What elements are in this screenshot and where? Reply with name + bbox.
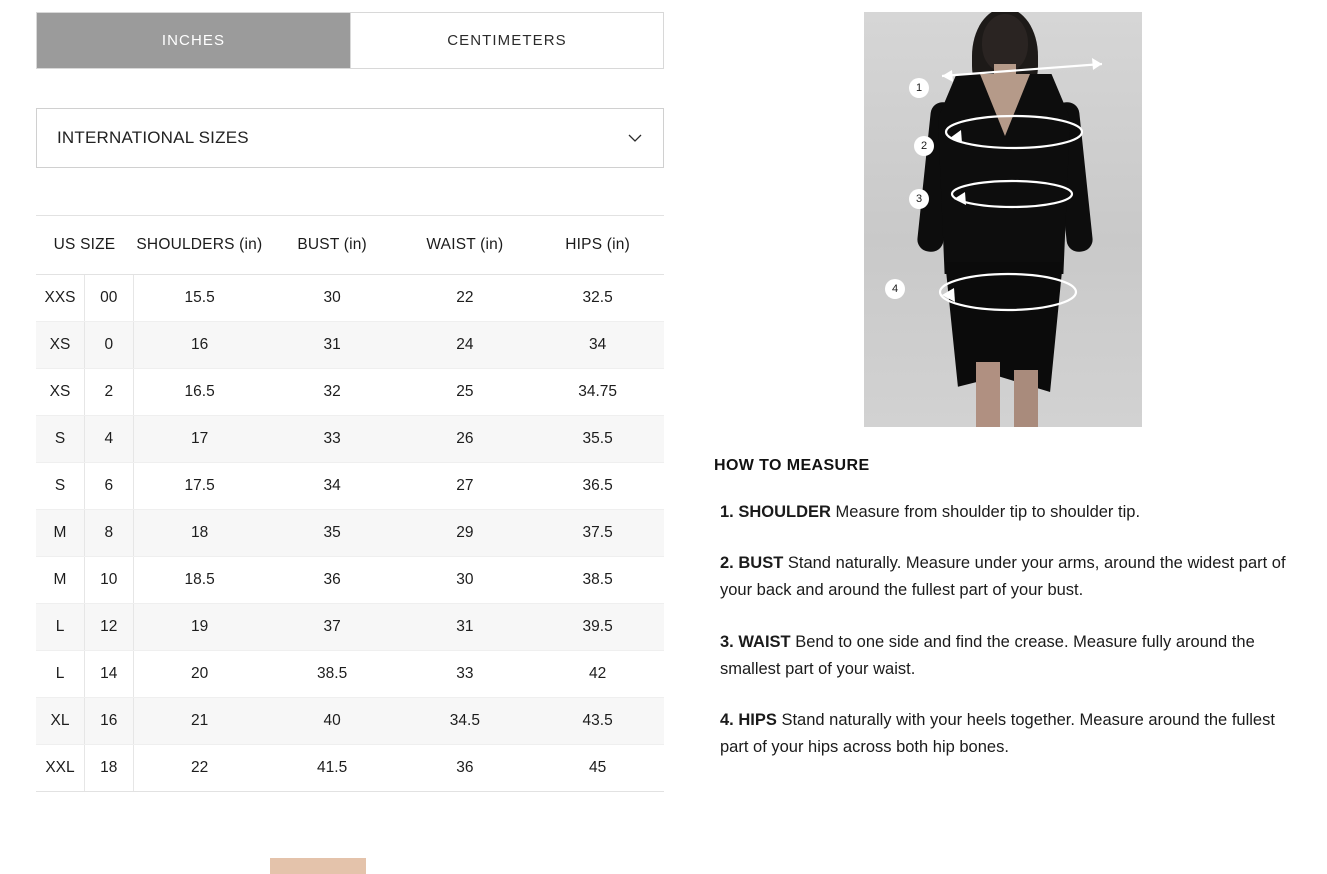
- cell-shoulders: 17: [133, 416, 266, 463]
- size-table-body: [36, 275, 664, 792]
- callout-1: 1: [909, 78, 929, 98]
- cell-hips: 38.5: [531, 557, 664, 604]
- cell-shoulders: 18.5: [133, 557, 266, 604]
- table-row: [36, 745, 664, 792]
- cell-bust: 35: [266, 510, 399, 557]
- page-bottom-image-peek: [270, 858, 366, 874]
- cell-size-letter: XS: [36, 369, 85, 416]
- table-header-row: [36, 216, 664, 275]
- tab-centimeters[interactable]: [350, 13, 663, 68]
- cell-size-letter: XS: [36, 322, 85, 369]
- step-3-number: 3.: [720, 632, 734, 651]
- cell-size-letter: L: [36, 604, 85, 651]
- cell-hips: 34: [531, 322, 664, 369]
- table-row: [36, 369, 664, 416]
- cell-waist: 33: [399, 651, 532, 698]
- cell-waist: 24: [399, 322, 532, 369]
- col-us-size: US SIZE: [36, 216, 133, 275]
- step-2-text: Stand naturally. Measure under your arms, around the widest part of your back and around the fullest part of your bust.: [720, 554, 1286, 600]
- cell-bust: 32: [266, 369, 399, 416]
- step-4-term: HIPS: [738, 711, 777, 730]
- cell-size-number: 14: [85, 651, 134, 698]
- cell-size-letter: XXL: [36, 745, 85, 792]
- cell-size-letter: M: [36, 557, 85, 604]
- cell-hips: 34.75: [531, 369, 664, 416]
- cell-hips: 45: [531, 745, 664, 792]
- how-to-measure-title: HOW TO MEASURE: [714, 457, 870, 474]
- step-3-text: Bend to one side and find the crease. Measure fully around the smallest part of your waist.: [720, 632, 1255, 678]
- step-1-term: SHOULDER: [738, 503, 831, 521]
- cell-shoulders: 15.5: [133, 275, 266, 322]
- cell-hips: 36.5: [531, 463, 664, 510]
- cell-size-number: 4: [85, 416, 134, 463]
- tab-centimeters-label: CENTIMETERS: [447, 32, 567, 49]
- tab-inches-label: INCHES: [161, 32, 226, 49]
- cell-waist: 26: [399, 416, 532, 463]
- model-measurement-image: [864, 12, 1142, 427]
- callout-4: 4: [885, 279, 905, 299]
- cell-hips: 42: [531, 651, 664, 698]
- cell-size-letter: S: [36, 416, 85, 463]
- step-4-text: Stand naturally with your heels together. Measure around the fullest part of your hips across both hip bones.: [720, 711, 1275, 757]
- cell-hips: 43.5: [531, 698, 664, 745]
- col-waist: WAIST (in): [399, 216, 532, 275]
- cell-size-number: 16: [85, 698, 134, 745]
- cell-bust: 30: [266, 275, 399, 322]
- measure-step-shoulder: [714, 499, 1294, 526]
- tab-inches[interactable]: [37, 13, 350, 68]
- cell-shoulders: 17.5: [133, 463, 266, 510]
- col-bust: BUST (in): [266, 216, 399, 275]
- cell-waist: 22: [399, 275, 532, 322]
- table-row: [36, 557, 664, 604]
- cell-shoulders: 20: [133, 651, 266, 698]
- cell-size-letter: M: [36, 510, 85, 557]
- cell-shoulders: 16.5: [133, 369, 266, 416]
- cell-shoulders: 19: [133, 604, 266, 651]
- cell-waist: 34.5: [399, 698, 532, 745]
- cell-bust: 40: [266, 698, 399, 745]
- unit-tabs: [36, 12, 664, 69]
- size-chart-panel: [36, 12, 664, 792]
- step-4-number: 4.: [720, 711, 734, 730]
- measure-guide-panel: [714, 12, 1294, 762]
- cell-size-letter: XL: [36, 698, 85, 745]
- cell-waist: 31: [399, 604, 532, 651]
- table-row: [36, 651, 664, 698]
- cell-bust: 36: [266, 557, 399, 604]
- cell-size-number: 2: [85, 369, 134, 416]
- cell-bust: 31: [266, 322, 399, 369]
- chevron-down-icon: [627, 130, 643, 146]
- cell-waist: 27: [399, 463, 532, 510]
- cell-waist: 29: [399, 510, 532, 557]
- cell-bust: 33: [266, 416, 399, 463]
- cell-waist: 36: [399, 745, 532, 792]
- cell-waist: 25: [399, 369, 532, 416]
- measure-step-hips: [714, 707, 1294, 761]
- step-1-text: Measure from shoulder tip to shoulder tip.: [830, 503, 1141, 521]
- cell-size-number: 12: [85, 604, 134, 651]
- col-shoulders: SHOULDERS (in): [133, 216, 266, 275]
- measure-step-waist: [714, 629, 1294, 683]
- cell-shoulders: 22: [133, 745, 266, 792]
- step-1-number: 1.: [720, 503, 734, 521]
- cell-size-letter: XXS: [36, 275, 85, 322]
- cell-size-number: 6: [85, 463, 134, 510]
- measure-step-bust: [714, 550, 1294, 604]
- table-row: [36, 698, 664, 745]
- cell-bust: 38.5: [266, 651, 399, 698]
- cell-size-number: 10: [85, 557, 134, 604]
- cell-bust: 34: [266, 463, 399, 510]
- col-hips: HIPS (in): [531, 216, 664, 275]
- measurement-arrows-overlay: [864, 12, 1142, 427]
- cell-size-number: 18: [85, 745, 134, 792]
- cell-size-number: 00: [85, 275, 134, 322]
- cell-hips: 35.5: [531, 416, 664, 463]
- table-row: [36, 275, 664, 322]
- size-system-value: INTERNATIONAL SIZES: [57, 128, 249, 147]
- cell-shoulders: 18: [133, 510, 266, 557]
- size-system-select[interactable]: [36, 108, 664, 168]
- size-table: [36, 215, 664, 792]
- cell-hips: 39.5: [531, 604, 664, 651]
- callout-3: 3: [909, 189, 929, 209]
- size-table-head: [36, 216, 664, 275]
- cell-size-letter: S: [36, 463, 85, 510]
- table-row: [36, 463, 664, 510]
- cell-hips: 32.5: [531, 275, 664, 322]
- step-2-term: BUST: [738, 554, 784, 573]
- table-row: [36, 416, 664, 463]
- cell-shoulders: 16: [133, 322, 266, 369]
- table-row: [36, 322, 664, 369]
- cell-size-number: 0: [85, 322, 134, 369]
- table-row: [36, 510, 664, 557]
- table-row: [36, 604, 664, 651]
- cell-size-number: 8: [85, 510, 134, 557]
- cell-bust: 37: [266, 604, 399, 651]
- callout-2: 2: [914, 136, 934, 156]
- cell-waist: 30: [399, 557, 532, 604]
- cell-hips: 37.5: [531, 510, 664, 557]
- step-2-number: 2.: [720, 554, 734, 573]
- cell-bust: 41.5: [266, 745, 399, 792]
- cell-size-letter: L: [36, 651, 85, 698]
- step-3-term: WAIST: [738, 632, 791, 651]
- cell-shoulders: 21: [133, 698, 266, 745]
